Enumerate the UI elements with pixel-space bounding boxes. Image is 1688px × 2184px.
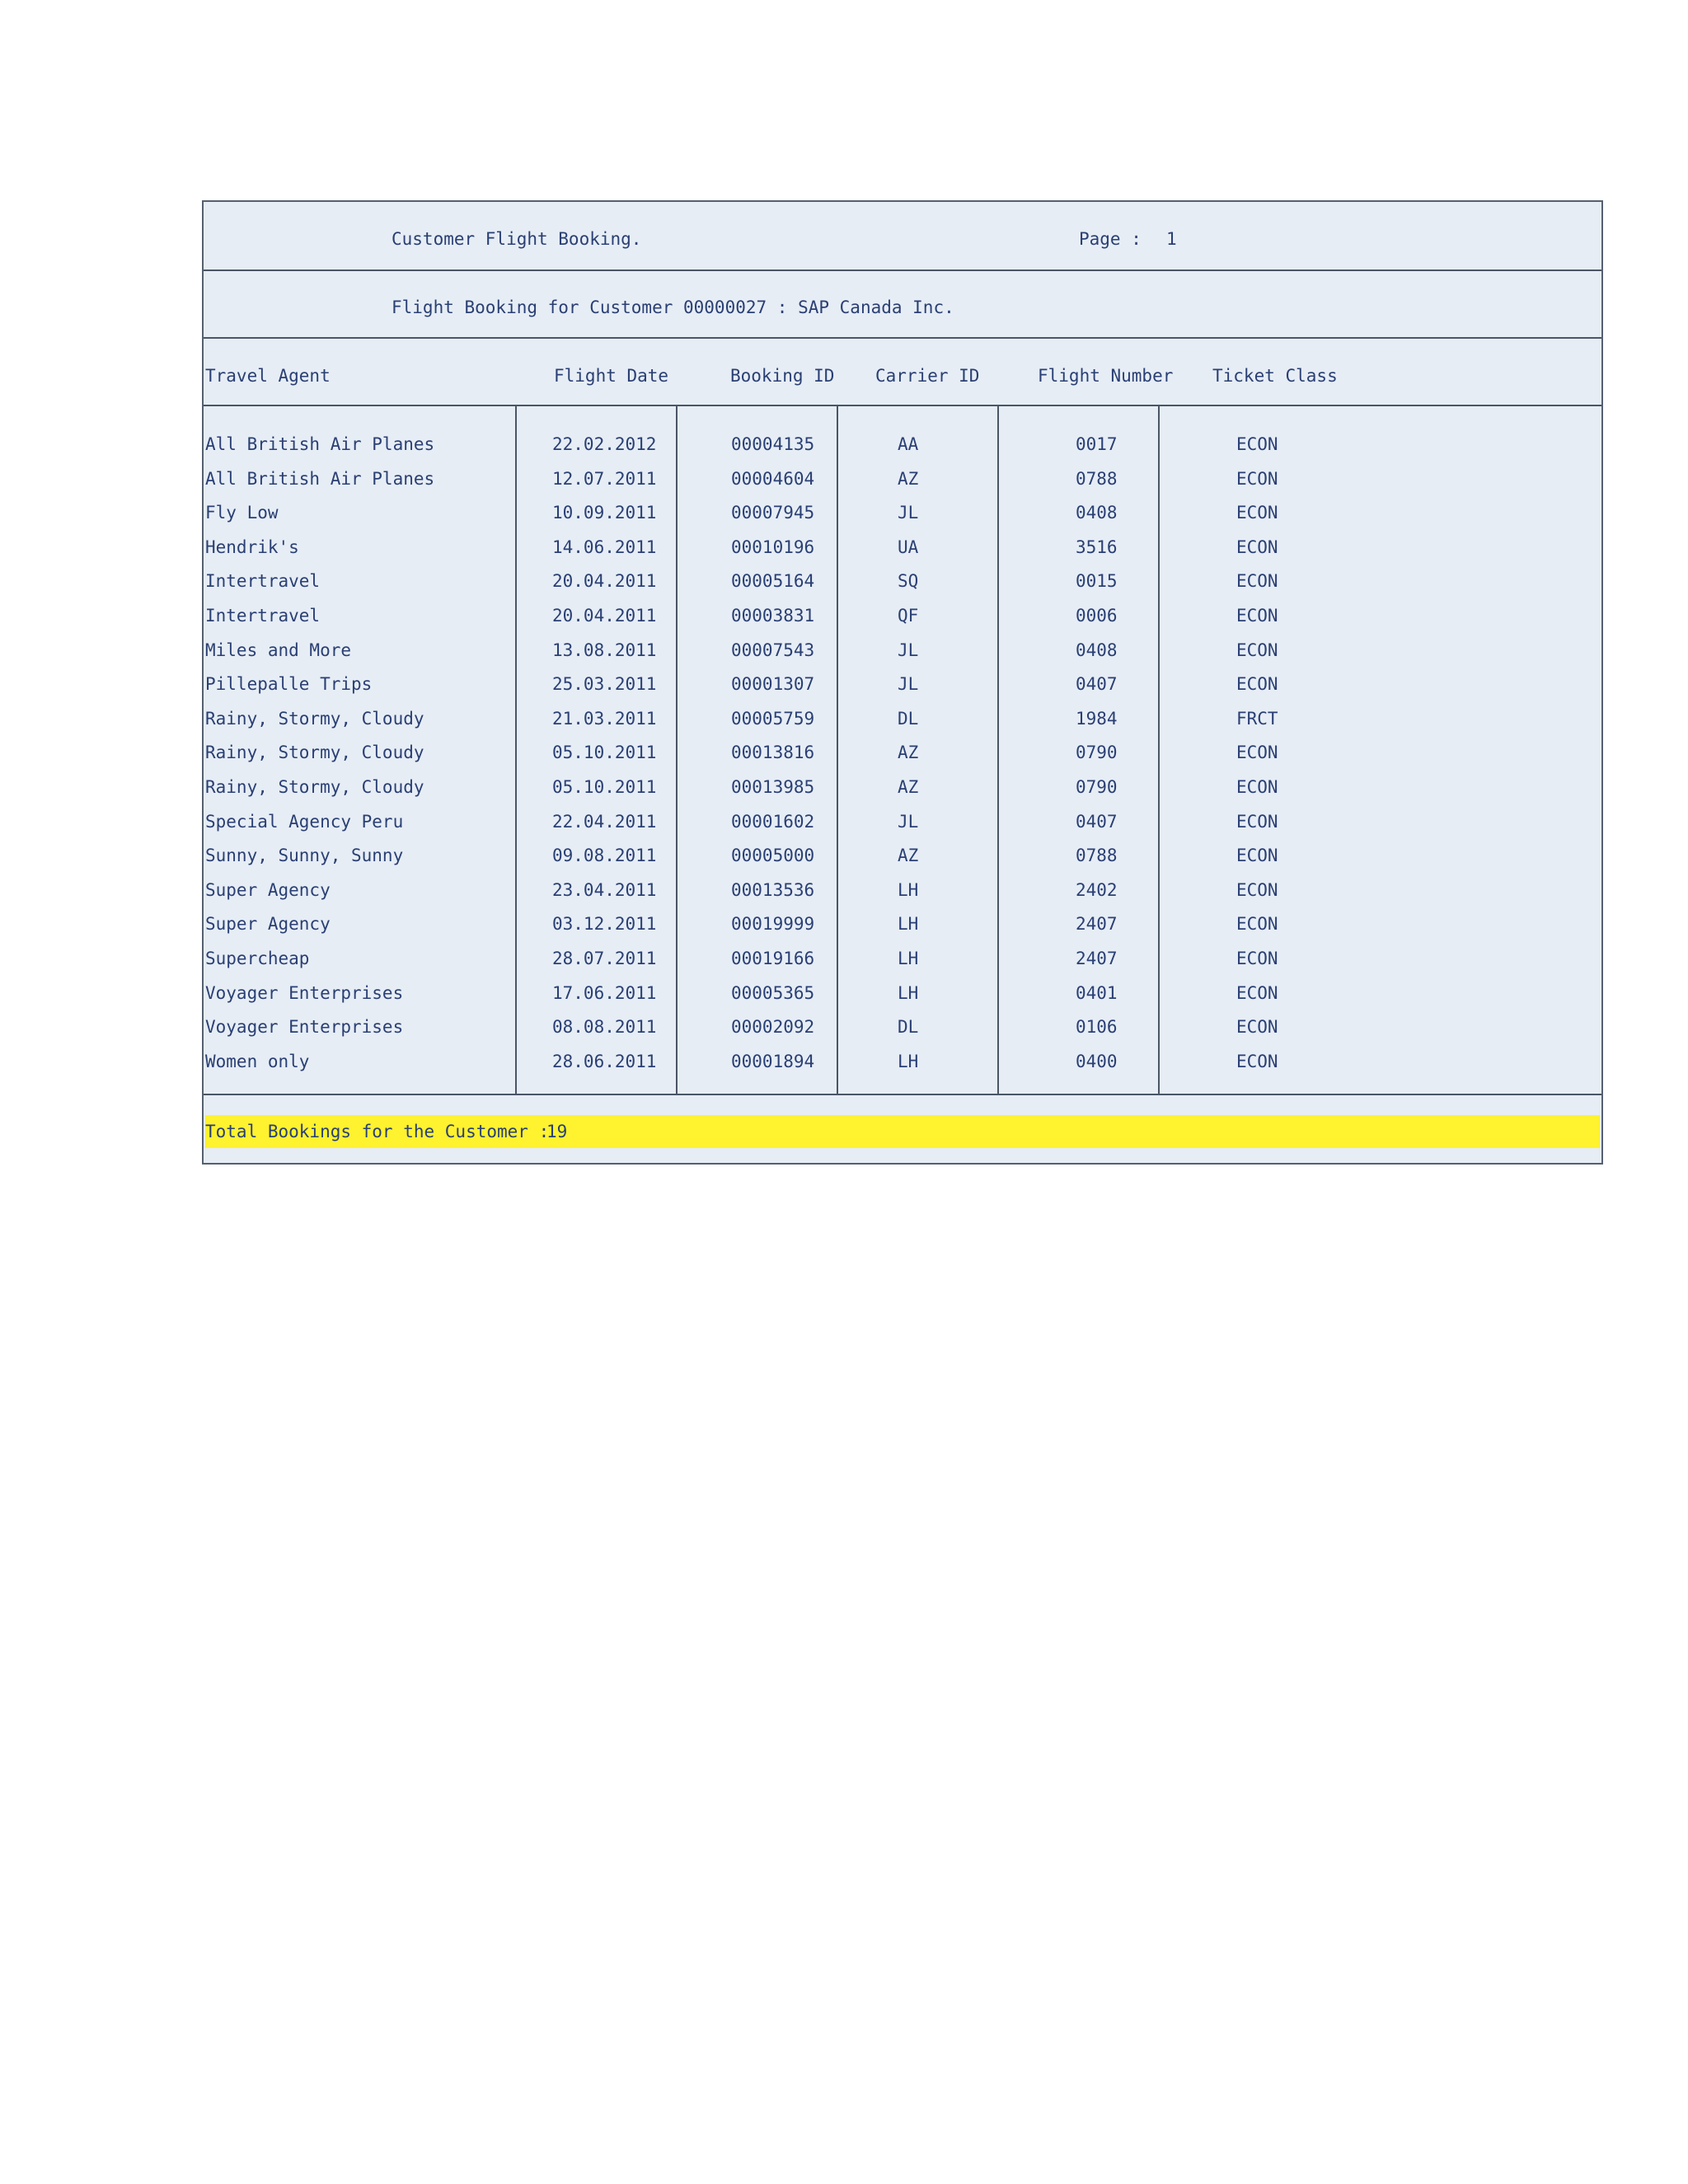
report-subtitle: Flight Booking for Customer 00000027 : SAP Canada Inc. (392, 298, 954, 317)
cell-booking-id: 00013816 (731, 743, 815, 763)
cell-flight-date: 28.07.2011 (552, 949, 657, 968)
cell-travel-agent: Rainy, Stormy, Cloudy (205, 708, 424, 729)
cell-flight-date: 10.09.2011 (552, 503, 657, 523)
cell-flight-number: 0407 (1076, 811, 1118, 832)
cell-travel-agent: Pillepalle Trips (205, 674, 373, 695)
cell-ticket-class: FRCT (1236, 708, 1278, 729)
table-row (204, 462, 1601, 497)
cell-flight-date: 13.08.2011 (552, 640, 657, 660)
flight-booking-report (202, 200, 1603, 1165)
cell-ticket-class: ECON (1236, 1017, 1278, 1038)
cell-travel-agent: All British Air Planes (205, 434, 435, 454)
cell-carrier-id: AA (898, 434, 919, 454)
cell-flight-date: 14.06.2011 (552, 537, 657, 557)
cell-ticket-class: ECON (1236, 434, 1278, 454)
cell-travel-agent: Voyager Enterprises (205, 1017, 404, 1038)
cell-travel-agent: Special Agency Peru (205, 811, 404, 832)
cell-flight-date: 05.10.2011 (552, 777, 657, 797)
table-row (204, 839, 1601, 874)
cell-flight-number: 0401 (1076, 982, 1118, 1003)
cell-ticket-class: ECON (1236, 606, 1278, 626)
cell-ticket-class: ECON (1236, 846, 1278, 866)
cell-flight-date: 23.04.2011 (552, 879, 657, 900)
cell-flight-number: 0408 (1076, 640, 1118, 660)
cell-booking-id: 00013985 (731, 777, 815, 797)
cell-flight-number: 0006 (1076, 606, 1118, 626)
table-row (204, 907, 1601, 942)
cell-flight-number: 2407 (1076, 949, 1118, 968)
cell-booking-id: 00003831 (731, 606, 815, 626)
cell-carrier-id: JL (898, 811, 919, 832)
cell-flight-number: 0790 (1076, 743, 1118, 763)
cell-ticket-class: ECON (1236, 468, 1278, 489)
table-row (204, 599, 1601, 634)
cell-travel-agent: Voyager Enterprises (205, 982, 404, 1003)
cell-travel-agent: Miles and More (205, 640, 352, 660)
cell-booking-id: 00005365 (731, 982, 815, 1003)
cell-carrier-id: LH (898, 949, 919, 968)
cell-booking-id: 00001894 (731, 1051, 815, 1071)
cell-booking-id: 00010196 (731, 537, 815, 557)
divider (204, 337, 1601, 339)
cell-travel-agent: Fly Low (205, 503, 279, 523)
cell-carrier-id: JL (898, 640, 919, 660)
cell-flight-number: 1984 (1076, 708, 1118, 729)
cell-carrier-id: DL (898, 1017, 919, 1038)
cell-booking-id: 00019166 (731, 949, 815, 968)
report-title: Customer Flight Booking. (392, 229, 642, 249)
total-bookings-band (205, 1115, 1600, 1148)
cell-travel-agent: Super Agency (205, 879, 331, 900)
table-row (204, 668, 1601, 702)
cell-booking-id: 00007945 (731, 503, 815, 523)
cell-ticket-class: ECON (1236, 743, 1278, 763)
cell-flight-date: 20.04.2011 (552, 606, 657, 626)
cell-flight-date: 09.08.2011 (552, 846, 657, 866)
cell-carrier-id: AZ (898, 777, 919, 797)
table-row (204, 942, 1601, 977)
table-row (204, 1010, 1601, 1045)
cell-booking-id: 00002092 (731, 1017, 815, 1038)
table-row (204, 1045, 1601, 1080)
cell-carrier-id: AZ (898, 743, 919, 763)
cell-travel-agent: Sunny, Sunny, Sunny (205, 846, 404, 866)
cell-carrier-id: DL (898, 708, 919, 729)
cell-flight-date: 05.10.2011 (552, 743, 657, 763)
cell-travel-agent: Intertravel (205, 571, 321, 592)
total-bookings-value: 19 (546, 1122, 568, 1141)
cell-flight-date: 17.06.2011 (552, 982, 657, 1003)
cell-flight-date: 28.06.2011 (552, 1051, 657, 1071)
cell-carrier-id: LH (898, 879, 919, 900)
divider (204, 1094, 1601, 1095)
cell-booking-id: 00004135 (731, 434, 815, 454)
cell-booking-id: 00001307 (731, 674, 815, 695)
column-header-flight-date: Flight Date (554, 366, 669, 386)
cell-flight-number: 0015 (1076, 571, 1118, 592)
cell-travel-agent: Hendrik's (205, 537, 299, 557)
cell-ticket-class: ECON (1236, 503, 1278, 523)
cell-flight-date: 20.04.2011 (552, 571, 657, 592)
cell-booking-id: 00004604 (731, 468, 815, 489)
cell-flight-number: 2402 (1076, 879, 1118, 900)
cell-carrier-id: LH (898, 982, 919, 1003)
cell-flight-date: 22.04.2011 (552, 811, 657, 832)
cell-carrier-id: QF (898, 606, 919, 626)
column-header-flight-number: Flight Number (1038, 366, 1174, 386)
cell-booking-id: 00005759 (731, 708, 815, 729)
column-header-carrier-id: Carrier ID (875, 366, 980, 386)
cell-travel-agent: All British Air Planes (205, 468, 435, 489)
table-row (204, 977, 1601, 1011)
cell-flight-date: 21.03.2011 (552, 708, 657, 729)
cell-carrier-id: UA (898, 537, 919, 557)
cell-flight-date: 12.07.2011 (552, 468, 657, 489)
cell-flight-number: 0788 (1076, 846, 1118, 866)
table-row (204, 428, 1601, 462)
cell-booking-id: 00013536 (731, 879, 815, 900)
cell-flight-number: 0408 (1076, 503, 1118, 523)
cell-booking-id: 00005164 (731, 571, 815, 592)
page-number: 1 (1166, 229, 1177, 249)
table-row (204, 805, 1601, 840)
cell-flight-date: 22.02.2012 (552, 434, 657, 454)
cell-carrier-id: LH (898, 914, 919, 935)
cell-travel-agent: Supercheap (205, 949, 310, 968)
cell-ticket-class: ECON (1236, 1051, 1278, 1071)
cell-flight-number: 0400 (1076, 1051, 1118, 1071)
cell-flight-number: 0790 (1076, 777, 1118, 797)
cell-flight-number: 0106 (1076, 1017, 1118, 1038)
cell-carrier-id: JL (898, 503, 919, 523)
table-row (204, 702, 1601, 737)
column-header-booking-id: Booking ID (730, 366, 835, 386)
column-header-ticket-class: Ticket Class (1212, 366, 1338, 386)
cell-flight-date: 25.03.2011 (552, 674, 657, 695)
cell-ticket-class: ECON (1236, 640, 1278, 660)
cell-carrier-id: LH (898, 1051, 919, 1071)
cell-flight-date: 03.12.2011 (552, 914, 657, 935)
cell-flight-number: 3516 (1076, 537, 1118, 557)
divider (204, 405, 1601, 406)
cell-ticket-class: ECON (1236, 949, 1278, 968)
cell-carrier-id: JL (898, 674, 919, 695)
cell-travel-agent: Rainy, Stormy, Cloudy (205, 743, 424, 763)
cell-ticket-class: ECON (1236, 674, 1278, 695)
cell-booking-id: 00019999 (731, 914, 815, 935)
total-bookings-label: Total Bookings for the Customer : (205, 1122, 550, 1141)
table-row (204, 874, 1601, 908)
cell-ticket-class: ECON (1236, 811, 1278, 832)
cell-ticket-class: ECON (1236, 571, 1278, 592)
cell-ticket-class: ECON (1236, 777, 1278, 797)
cell-carrier-id: SQ (898, 571, 919, 592)
cell-ticket-class: ECON (1236, 879, 1278, 900)
cell-booking-id: 00005000 (731, 846, 815, 866)
cell-flight-number: 2407 (1076, 914, 1118, 935)
cell-booking-id: 00001602 (731, 811, 815, 832)
cell-travel-agent: Rainy, Stormy, Cloudy (205, 777, 424, 797)
table-row (204, 496, 1601, 531)
cell-flight-date: 08.08.2011 (552, 1017, 657, 1038)
column-header-travel-agent: Travel Agent (205, 366, 331, 386)
cell-flight-number: 0788 (1076, 468, 1118, 489)
cell-travel-agent: Women only (205, 1051, 310, 1071)
cell-carrier-id: AZ (898, 846, 919, 866)
table-row (204, 531, 1601, 565)
cell-travel-agent: Intertravel (205, 606, 321, 626)
cell-flight-number: 0017 (1076, 434, 1118, 454)
cell-booking-id: 00007543 (731, 640, 815, 660)
cell-carrier-id: AZ (898, 468, 919, 489)
cell-travel-agent: Super Agency (205, 914, 331, 935)
cell-ticket-class: ECON (1236, 914, 1278, 935)
table-row (204, 771, 1601, 805)
cell-ticket-class: ECON (1236, 537, 1278, 557)
table-row (204, 736, 1601, 771)
cell-ticket-class: ECON (1236, 982, 1278, 1003)
table-row (204, 565, 1601, 599)
table-row (204, 634, 1601, 668)
divider (204, 269, 1601, 271)
page-label: Page : (1079, 229, 1142, 249)
cell-flight-number: 0407 (1076, 674, 1118, 695)
